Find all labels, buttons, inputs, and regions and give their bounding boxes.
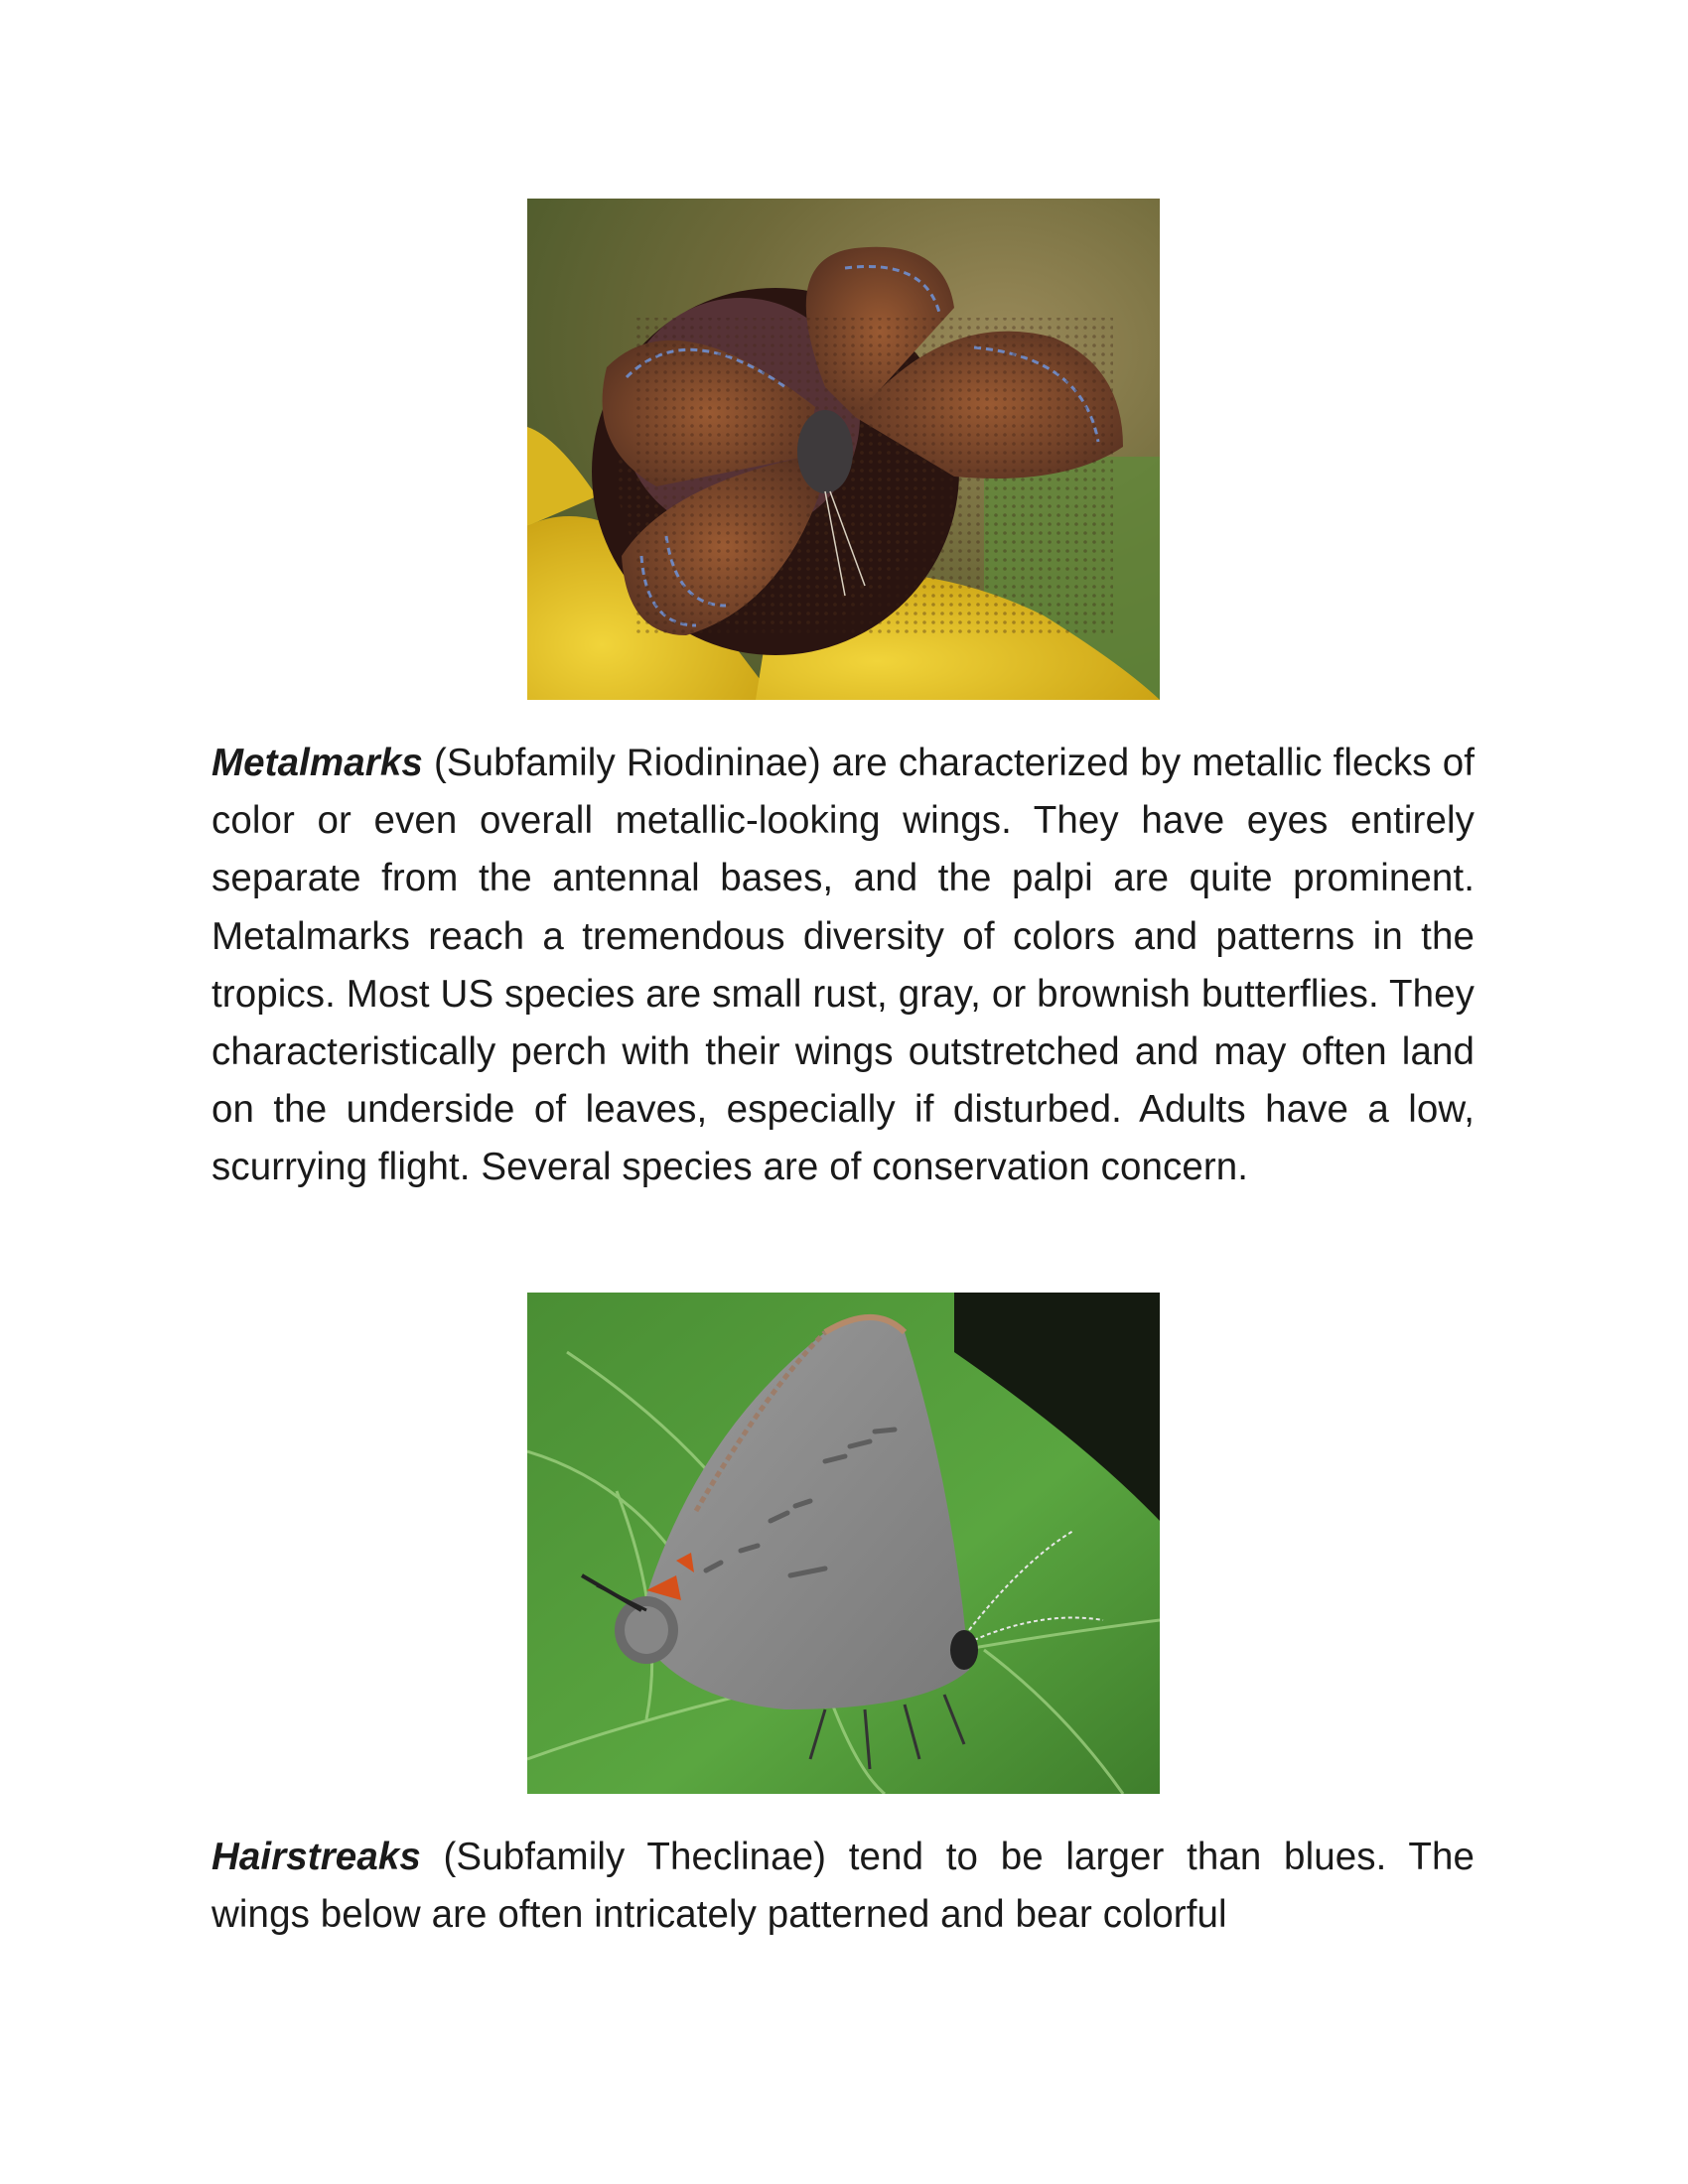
hairstreaks-paragraph bbox=[211, 1829, 1475, 1944]
hairstreaks-description: (Subfamily Theclinae) tend to be larger than blues. The wings below are often intricately patterned and bear colorful bbox=[211, 1836, 1475, 1937]
metalmark-photo-illustration bbox=[527, 199, 1160, 700]
hairstreak-butterfly-photo bbox=[527, 1293, 1160, 1794]
metalmarks-term: Metalmarks bbox=[211, 742, 423, 784]
metalmark-butterfly-photo bbox=[527, 199, 1160, 700]
hairstreaks-term: Hairstreaks bbox=[211, 1836, 421, 1878]
hairstreak-photo-illustration bbox=[527, 1293, 1160, 1794]
metalmarks-paragraph bbox=[211, 735, 1475, 1197]
metalmarks-description: (Subfamily Riodininae) are characterized by metallic flecks of color or even overall metallic-looking wings. They have eyes entirely separate from the antennal bases, and the palpi are quite prominent. Metalmarks reach a tremendous diversity of colors and patterns in the tropics. Most US species are small rust, gray, or brownish butterflies. They characteristically perch with their wings outstretched and may often land on the underside of leaves, especially if disturbed. Adults have a low, scurrying flight. Several species are of conservation concern. bbox=[211, 742, 1475, 1189]
